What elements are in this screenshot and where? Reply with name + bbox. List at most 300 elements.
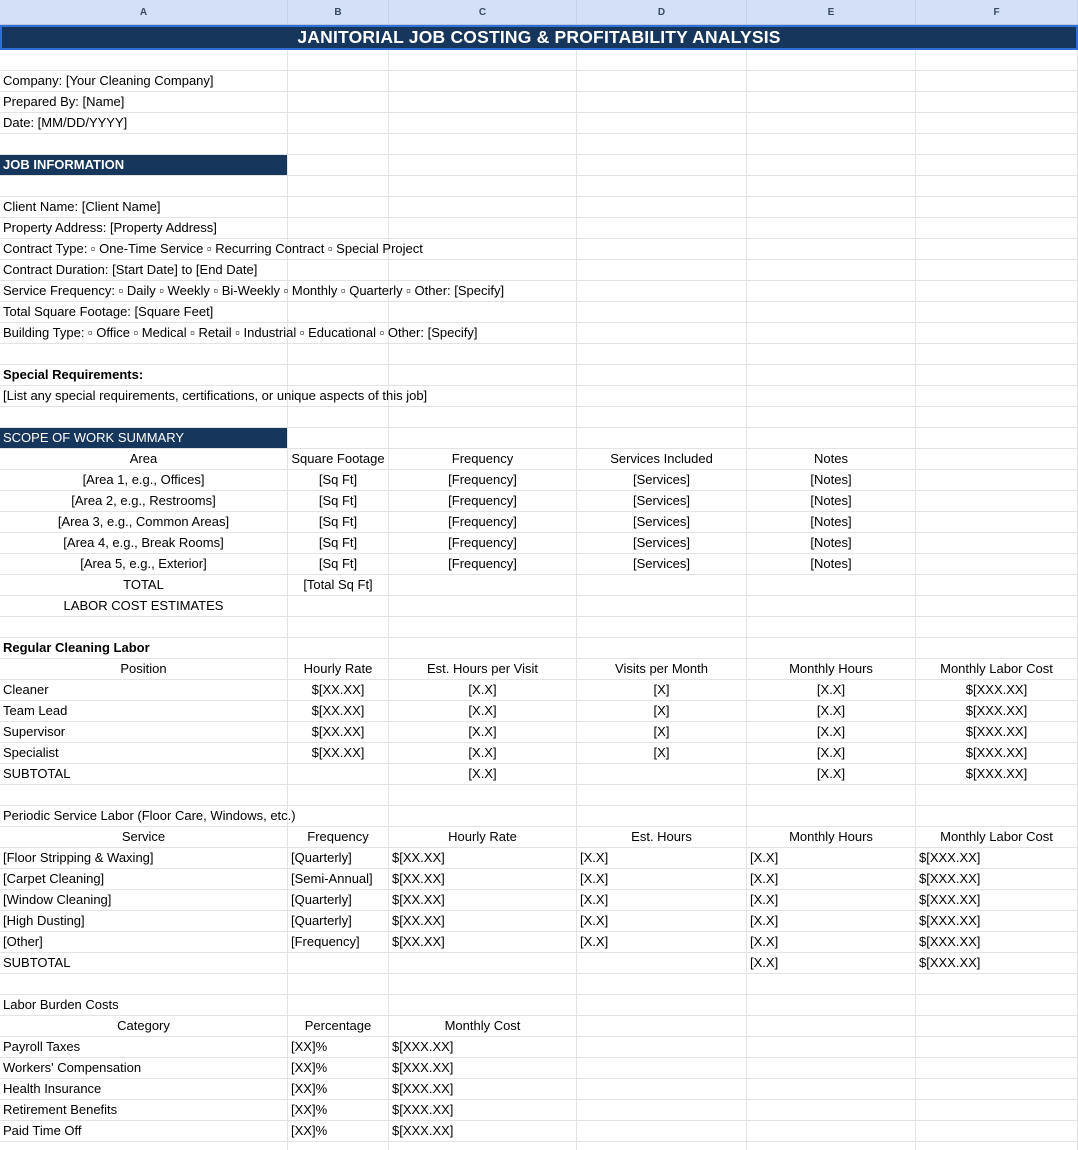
cell[interactable] bbox=[577, 1016, 747, 1036]
building-type-cell[interactable]: Building Type: ▫ Office ▫ Medical ▫ Retail ▫ Industrial ▫ Educational ▫ Other: [Specify] bbox=[0, 323, 288, 343]
cell[interactable] bbox=[916, 491, 1078, 511]
cell[interactable]: [Quarterly] bbox=[288, 848, 389, 868]
cell[interactable] bbox=[577, 596, 747, 616]
cell[interactable]: [Quarterly] bbox=[288, 890, 389, 910]
cell[interactable]: [X] bbox=[577, 701, 747, 721]
cell[interactable]: [X.X] bbox=[389, 764, 577, 784]
special-requirements-label[interactable]: Special Requirements: bbox=[0, 365, 288, 385]
cell[interactable]: $[XXX.XX] bbox=[916, 869, 1078, 889]
cell[interactable] bbox=[389, 995, 577, 1015]
cell[interactable]: $[XXX.XX] bbox=[916, 890, 1078, 910]
column-header-c[interactable]: C bbox=[389, 0, 577, 24]
cell[interactable]: [X.X] bbox=[389, 701, 577, 721]
cell[interactable] bbox=[747, 974, 916, 994]
cell[interactable]: [X.X] bbox=[747, 953, 916, 973]
cell[interactable] bbox=[916, 785, 1078, 805]
cell[interactable] bbox=[577, 239, 747, 259]
cell[interactable] bbox=[288, 995, 389, 1015]
cell[interactable] bbox=[916, 1079, 1078, 1099]
cell[interactable] bbox=[389, 596, 577, 616]
cell[interactable] bbox=[288, 617, 389, 637]
cell[interactable] bbox=[577, 344, 747, 364]
cell[interactable]: [X] bbox=[577, 680, 747, 700]
cell[interactable] bbox=[916, 113, 1078, 133]
header-cell[interactable]: Monthly Hours bbox=[747, 659, 916, 679]
cell[interactable] bbox=[288, 638, 389, 658]
cell[interactable]: $[XXX.XX] bbox=[916, 953, 1078, 973]
cell[interactable] bbox=[389, 974, 577, 994]
cell[interactable] bbox=[916, 533, 1078, 553]
scope-of-work-heading[interactable]: SCOPE OF WORK SUMMARY bbox=[0, 428, 288, 448]
special-requirements-text[interactable]: [List any special requirements, certifications, or unique aspects of this job] bbox=[0, 386, 288, 406]
labor-cost-estimates-label[interactable]: LABOR COST ESTIMATES bbox=[0, 596, 288, 616]
cell[interactable] bbox=[577, 155, 747, 175]
total-square-footage-cell[interactable]: Total Square Footage: [Square Feet] bbox=[0, 302, 288, 322]
cell[interactable]: $[XXX.XX] bbox=[389, 1037, 577, 1057]
property-address-cell[interactable]: Property Address: [Property Address] bbox=[0, 218, 288, 238]
cell[interactable]: [X] bbox=[577, 743, 747, 763]
header-cell[interactable]: Frequency bbox=[389, 449, 577, 469]
cell[interactable]: [X.X] bbox=[577, 848, 747, 868]
cell[interactable]: [Frequency] bbox=[389, 512, 577, 532]
cell[interactable] bbox=[0, 974, 288, 994]
cell[interactable] bbox=[747, 113, 916, 133]
cell[interactable]: $[XX.XX] bbox=[288, 722, 389, 742]
cell[interactable] bbox=[288, 407, 389, 427]
cell[interactable] bbox=[747, 176, 916, 196]
cell[interactable] bbox=[389, 71, 577, 91]
header-cell[interactable]: Category bbox=[0, 1016, 288, 1036]
cell[interactable]: [Services] bbox=[577, 533, 747, 553]
cell[interactable]: $[XX.XX] bbox=[288, 680, 389, 700]
cell[interactable] bbox=[288, 806, 389, 826]
cell[interactable] bbox=[577, 575, 747, 595]
column-header-a[interactable]: A bbox=[0, 0, 288, 24]
cell[interactable] bbox=[916, 1142, 1078, 1150]
cell[interactable] bbox=[747, 1100, 916, 1120]
cell[interactable] bbox=[747, 302, 916, 322]
cell[interactable]: [Area 2, e.g., Restrooms] bbox=[0, 491, 288, 511]
cell[interactable]: $[XX.XX] bbox=[389, 890, 577, 910]
regular-labor-heading[interactable]: Regular Cleaning Labor bbox=[0, 638, 288, 658]
cell[interactable]: [X.X] bbox=[747, 701, 916, 721]
cell[interactable] bbox=[916, 1037, 1078, 1057]
cell[interactable] bbox=[747, 218, 916, 238]
cell[interactable]: [Window Cleaning] bbox=[0, 890, 288, 910]
cell[interactable]: Payroll Taxes bbox=[0, 1037, 288, 1057]
cell[interactable]: [Sq Ft] bbox=[288, 512, 389, 532]
cell[interactable] bbox=[916, 974, 1078, 994]
cell[interactable]: [X.X] bbox=[577, 869, 747, 889]
cell[interactable]: $[XXX.XX] bbox=[389, 1079, 577, 1099]
cell[interactable]: [Other] bbox=[0, 932, 288, 952]
cell[interactable] bbox=[288, 197, 389, 217]
cell[interactable] bbox=[288, 953, 389, 973]
cell[interactable] bbox=[916, 218, 1078, 238]
cell[interactable] bbox=[389, 1142, 577, 1150]
cell[interactable] bbox=[577, 365, 747, 385]
sheet-title[interactable]: JANITORIAL JOB COSTING & PROFITABILITY ANALYSIS bbox=[0, 25, 1078, 50]
header-cell[interactable]: Percentage bbox=[288, 1016, 389, 1036]
cell[interactable] bbox=[577, 1037, 747, 1057]
cell[interactable] bbox=[577, 1100, 747, 1120]
cell[interactable] bbox=[577, 218, 747, 238]
cell[interactable] bbox=[577, 197, 747, 217]
cell[interactable] bbox=[577, 50, 747, 70]
cell[interactable] bbox=[577, 386, 747, 406]
cell[interactable]: [X] bbox=[577, 722, 747, 742]
cell[interactable]: [X.X] bbox=[747, 890, 916, 910]
cell[interactable] bbox=[288, 71, 389, 91]
cell[interactable]: $[XXX.XX] bbox=[916, 764, 1078, 784]
cell[interactable] bbox=[916, 1121, 1078, 1141]
cell[interactable] bbox=[389, 50, 577, 70]
cell[interactable] bbox=[916, 50, 1078, 70]
subtotal-label[interactable]: SUBTOTAL bbox=[0, 764, 288, 784]
cell[interactable]: $[XXX.XX] bbox=[916, 680, 1078, 700]
date-cell[interactable]: Date: [MM/DD/YYYY] bbox=[0, 113, 288, 133]
cell[interactable]: [X.X] bbox=[747, 911, 916, 931]
cell[interactable] bbox=[577, 92, 747, 112]
cell[interactable]: [Frequency] bbox=[389, 491, 577, 511]
cell[interactable] bbox=[747, 1079, 916, 1099]
cell[interactable] bbox=[389, 806, 577, 826]
header-cell[interactable]: Hourly Rate bbox=[288, 659, 389, 679]
cell[interactable] bbox=[747, 428, 916, 448]
cell[interactable]: [Carpet Cleaning] bbox=[0, 869, 288, 889]
cell[interactable] bbox=[916, 449, 1078, 469]
cell[interactable] bbox=[577, 806, 747, 826]
cell[interactable] bbox=[389, 428, 577, 448]
cell[interactable] bbox=[747, 197, 916, 217]
cell[interactable] bbox=[747, 407, 916, 427]
cell[interactable]: [Frequency] bbox=[389, 470, 577, 490]
cell[interactable]: Team Lead bbox=[0, 701, 288, 721]
cell[interactable] bbox=[916, 197, 1078, 217]
cell[interactable]: [Services] bbox=[577, 491, 747, 511]
cell[interactable] bbox=[747, 617, 916, 637]
cell[interactable] bbox=[389, 407, 577, 427]
cell[interactable] bbox=[0, 785, 288, 805]
cell[interactable] bbox=[288, 1142, 389, 1150]
cell[interactable] bbox=[916, 239, 1078, 259]
header-cell[interactable]: Frequency bbox=[288, 827, 389, 847]
cell[interactable] bbox=[747, 365, 916, 385]
cell[interactable] bbox=[577, 281, 747, 301]
cell[interactable] bbox=[288, 260, 389, 280]
cell[interactable] bbox=[916, 386, 1078, 406]
header-cell[interactable]: Notes bbox=[747, 449, 916, 469]
cell[interactable] bbox=[577, 1079, 747, 1099]
header-cell[interactable]: Monthly Labor Cost bbox=[916, 827, 1078, 847]
cell[interactable] bbox=[747, 92, 916, 112]
cell[interactable] bbox=[916, 512, 1078, 532]
periodic-labor-heading[interactable]: Periodic Service Labor (Floor Care, Windows, etc.) bbox=[0, 806, 288, 826]
cell[interactable]: [X.X] bbox=[747, 680, 916, 700]
cell[interactable]: $[XX.XX] bbox=[288, 743, 389, 763]
cell[interactable] bbox=[747, 1058, 916, 1078]
cell[interactable] bbox=[747, 1037, 916, 1057]
cell[interactable]: [Services] bbox=[577, 554, 747, 574]
cell[interactable] bbox=[916, 428, 1078, 448]
cell[interactable]: [Notes] bbox=[747, 554, 916, 574]
cell[interactable] bbox=[288, 218, 389, 238]
cell[interactable] bbox=[916, 407, 1078, 427]
cell[interactable] bbox=[916, 323, 1078, 343]
cell[interactable]: [Sq Ft] bbox=[288, 491, 389, 511]
cell[interactable] bbox=[577, 785, 747, 805]
cell[interactable] bbox=[389, 302, 577, 322]
cell[interactable]: [Notes] bbox=[747, 491, 916, 511]
cell[interactable] bbox=[389, 953, 577, 973]
cell[interactable] bbox=[747, 260, 916, 280]
cell[interactable] bbox=[288, 428, 389, 448]
cell[interactable] bbox=[288, 113, 389, 133]
cell[interactable] bbox=[577, 323, 747, 343]
cell[interactable] bbox=[577, 974, 747, 994]
cell[interactable]: [X.X] bbox=[577, 890, 747, 910]
cell[interactable] bbox=[916, 596, 1078, 616]
column-header-d[interactable]: D bbox=[577, 0, 747, 24]
cell[interactable]: $[XXX.XX] bbox=[916, 743, 1078, 763]
cell[interactable]: [Services] bbox=[577, 512, 747, 532]
cell[interactable] bbox=[577, 953, 747, 973]
cell[interactable] bbox=[389, 218, 577, 238]
cell[interactable] bbox=[0, 1142, 288, 1150]
cell[interactable]: [XX]% bbox=[288, 1037, 389, 1057]
cell[interactable]: [Area 5, e.g., Exterior] bbox=[0, 554, 288, 574]
cell[interactable] bbox=[747, 281, 916, 301]
cell[interactable] bbox=[577, 764, 747, 784]
cell[interactable] bbox=[288, 155, 389, 175]
cell[interactable] bbox=[747, 638, 916, 658]
cell[interactable] bbox=[288, 344, 389, 364]
cell[interactable]: [Frequency] bbox=[389, 554, 577, 574]
cell[interactable] bbox=[389, 176, 577, 196]
cell[interactable] bbox=[916, 302, 1078, 322]
cell[interactable]: $[XXX.XX] bbox=[916, 701, 1078, 721]
cell[interactable]: [X.X] bbox=[577, 911, 747, 931]
cell[interactable]: Retirement Benefits bbox=[0, 1100, 288, 1120]
cell[interactable] bbox=[389, 344, 577, 364]
contract-duration-cell[interactable]: Contract Duration: [Start Date] to [End Date] bbox=[0, 260, 288, 280]
cell[interactable] bbox=[916, 638, 1078, 658]
cell[interactable]: [X.X] bbox=[389, 722, 577, 742]
cell[interactable] bbox=[389, 785, 577, 805]
cell[interactable] bbox=[0, 50, 288, 70]
header-cell[interactable]: Est. Hours per Visit bbox=[389, 659, 577, 679]
cell[interactable] bbox=[747, 386, 916, 406]
cell[interactable]: [Services] bbox=[577, 470, 747, 490]
cell[interactable]: [Area 4, e.g., Break Rooms] bbox=[0, 533, 288, 553]
client-name-cell[interactable]: Client Name: [Client Name] bbox=[0, 197, 288, 217]
cell[interactable] bbox=[916, 281, 1078, 301]
contract-type-cell[interactable]: Contract Type: ▫ One-Time Service ▫ Recurring Contract ▫ Special Project bbox=[0, 239, 288, 259]
header-cell[interactable]: Services Included bbox=[577, 449, 747, 469]
cell[interactable]: Health Insurance bbox=[0, 1079, 288, 1099]
cell[interactable]: [High Dusting] bbox=[0, 911, 288, 931]
cell[interactable]: [Area 1, e.g., Offices] bbox=[0, 470, 288, 490]
cell[interactable] bbox=[389, 134, 577, 154]
cell[interactable] bbox=[288, 134, 389, 154]
cell[interactable]: [Notes] bbox=[747, 533, 916, 553]
cell[interactable] bbox=[288, 365, 389, 385]
cell[interactable] bbox=[916, 176, 1078, 196]
cell[interactable] bbox=[577, 113, 747, 133]
cell[interactable] bbox=[288, 302, 389, 322]
cell[interactable] bbox=[0, 176, 288, 196]
cell[interactable]: [Frequency] bbox=[389, 533, 577, 553]
cell[interactable] bbox=[389, 155, 577, 175]
cell[interactable] bbox=[577, 1058, 747, 1078]
cell[interactable]: [Area 3, e.g., Common Areas] bbox=[0, 512, 288, 532]
cell[interactable] bbox=[288, 92, 389, 112]
cell[interactable]: [Sq Ft] bbox=[288, 533, 389, 553]
cell[interactable] bbox=[288, 764, 389, 784]
cell[interactable] bbox=[577, 134, 747, 154]
cell[interactable] bbox=[577, 1121, 747, 1141]
cell[interactable] bbox=[747, 575, 916, 595]
cell[interactable] bbox=[577, 995, 747, 1015]
cell[interactable]: Workers' Compensation bbox=[0, 1058, 288, 1078]
header-cell[interactable]: Monthly Cost bbox=[389, 1016, 577, 1036]
cell[interactable] bbox=[747, 806, 916, 826]
cell[interactable] bbox=[288, 596, 389, 616]
cell[interactable] bbox=[916, 617, 1078, 637]
cell[interactable] bbox=[577, 1142, 747, 1150]
cell[interactable]: $[XX.XX] bbox=[389, 932, 577, 952]
cell[interactable] bbox=[389, 92, 577, 112]
cell[interactable]: $[XX.XX] bbox=[389, 869, 577, 889]
cell[interactable] bbox=[916, 995, 1078, 1015]
cell[interactable]: [Frequency] bbox=[288, 932, 389, 952]
column-header-e[interactable]: E bbox=[747, 0, 916, 24]
cell[interactable] bbox=[577, 176, 747, 196]
cell[interactable] bbox=[747, 134, 916, 154]
cell[interactable]: Cleaner bbox=[0, 680, 288, 700]
cell[interactable] bbox=[577, 260, 747, 280]
cell[interactable] bbox=[747, 155, 916, 175]
cell[interactable]: $[XXX.XX] bbox=[916, 848, 1078, 868]
cell[interactable] bbox=[916, 260, 1078, 280]
service-frequency-cell[interactable]: Service Frequency: ▫ Daily ▫ Weekly ▫ Bi-Weekly ▫ Monthly ▫ Quarterly ▫ Other: [Specify] bbox=[0, 281, 288, 301]
cell[interactable] bbox=[916, 1016, 1078, 1036]
cell[interactable] bbox=[916, 575, 1078, 595]
cell[interactable] bbox=[916, 134, 1078, 154]
header-cell[interactable]: Area bbox=[0, 449, 288, 469]
cell[interactable]: $[XXX.XX] bbox=[389, 1121, 577, 1141]
cell[interactable]: Supervisor bbox=[0, 722, 288, 742]
cell[interactable] bbox=[747, 323, 916, 343]
cell[interactable]: [X.X] bbox=[747, 848, 916, 868]
cell[interactable] bbox=[577, 71, 747, 91]
cell[interactable] bbox=[747, 71, 916, 91]
cell[interactable] bbox=[389, 365, 577, 385]
cell[interactable] bbox=[577, 638, 747, 658]
cell[interactable]: [Notes] bbox=[747, 470, 916, 490]
cell[interactable]: [Floor Stripping & Waxing] bbox=[0, 848, 288, 868]
cell[interactable]: Paid Time Off bbox=[0, 1121, 288, 1141]
cell[interactable] bbox=[747, 596, 916, 616]
column-header-f[interactable]: F bbox=[916, 0, 1078, 24]
cell[interactable]: $[XXX.XX] bbox=[389, 1058, 577, 1078]
cell[interactable]: [Sq Ft] bbox=[288, 470, 389, 490]
cell[interactable] bbox=[577, 428, 747, 448]
cell[interactable] bbox=[916, 1058, 1078, 1078]
cell[interactable] bbox=[747, 785, 916, 805]
cell[interactable] bbox=[389, 197, 577, 217]
cell[interactable] bbox=[916, 470, 1078, 490]
cell[interactable]: $[XXX.XX] bbox=[389, 1100, 577, 1120]
cell[interactable] bbox=[288, 785, 389, 805]
cell[interactable] bbox=[0, 344, 288, 364]
cell[interactable]: [Semi-Annual] bbox=[288, 869, 389, 889]
cell[interactable]: [XX]% bbox=[288, 1100, 389, 1120]
cell[interactable] bbox=[288, 176, 389, 196]
cell[interactable] bbox=[916, 1100, 1078, 1120]
cell[interactable]: $[XXX.XX] bbox=[916, 911, 1078, 931]
header-cell[interactable]: Visits per Month bbox=[577, 659, 747, 679]
cell[interactable]: [X.X] bbox=[577, 932, 747, 952]
cell[interactable] bbox=[747, 1142, 916, 1150]
cell[interactable]: [Notes] bbox=[747, 512, 916, 532]
subtotal-label[interactable]: SUBTOTAL bbox=[0, 953, 288, 973]
cell[interactable] bbox=[0, 407, 288, 427]
header-cell[interactable]: Monthly Labor Cost bbox=[916, 659, 1078, 679]
header-cell[interactable]: Monthly Hours bbox=[747, 827, 916, 847]
company-cell[interactable]: Company: [Your Cleaning Company] bbox=[0, 71, 288, 91]
prepared-by-cell[interactable]: Prepared By: [Name] bbox=[0, 92, 288, 112]
cell[interactable] bbox=[389, 638, 577, 658]
cell[interactable] bbox=[747, 239, 916, 259]
labor-burden-heading[interactable]: Labor Burden Costs bbox=[0, 995, 288, 1015]
cell[interactable] bbox=[916, 806, 1078, 826]
cell[interactable]: $[XX.XX] bbox=[389, 848, 577, 868]
cell[interactable] bbox=[916, 155, 1078, 175]
cell[interactable] bbox=[0, 617, 288, 637]
cell[interactable] bbox=[747, 995, 916, 1015]
header-cell[interactable]: Est. Hours bbox=[577, 827, 747, 847]
cell[interactable]: [X.X] bbox=[747, 743, 916, 763]
cell[interactable]: Specialist bbox=[0, 743, 288, 763]
cell[interactable]: $[XXX.XX] bbox=[916, 722, 1078, 742]
cell[interactable]: [X.X] bbox=[747, 764, 916, 784]
cell[interactable] bbox=[916, 365, 1078, 385]
header-cell[interactable]: Square Footage bbox=[288, 449, 389, 469]
cell[interactable]: $[XX.XX] bbox=[389, 911, 577, 931]
cell[interactable] bbox=[389, 260, 577, 280]
cell[interactable] bbox=[288, 50, 389, 70]
column-header-b[interactable]: B bbox=[288, 0, 389, 24]
total-label[interactable]: TOTAL bbox=[0, 575, 288, 595]
cell[interactable]: [XX]% bbox=[288, 1058, 389, 1078]
total-sqft-cell[interactable]: [Total Sq Ft] bbox=[288, 575, 389, 595]
cell[interactable] bbox=[916, 71, 1078, 91]
job-information-heading[interactable]: JOB INFORMATION bbox=[0, 155, 288, 175]
header-cell[interactable]: Position bbox=[0, 659, 288, 679]
cell[interactable]: [X.X] bbox=[747, 932, 916, 952]
cell[interactable]: [XX]% bbox=[288, 1121, 389, 1141]
cell[interactable] bbox=[389, 113, 577, 133]
cell[interactable] bbox=[916, 92, 1078, 112]
cell[interactable] bbox=[916, 344, 1078, 364]
cell[interactable]: [X.X] bbox=[389, 680, 577, 700]
cell[interactable] bbox=[747, 344, 916, 364]
cell[interactable] bbox=[747, 1121, 916, 1141]
cell[interactable]: [Sq Ft] bbox=[288, 554, 389, 574]
cell[interactable] bbox=[747, 1016, 916, 1036]
cell[interactable] bbox=[747, 50, 916, 70]
